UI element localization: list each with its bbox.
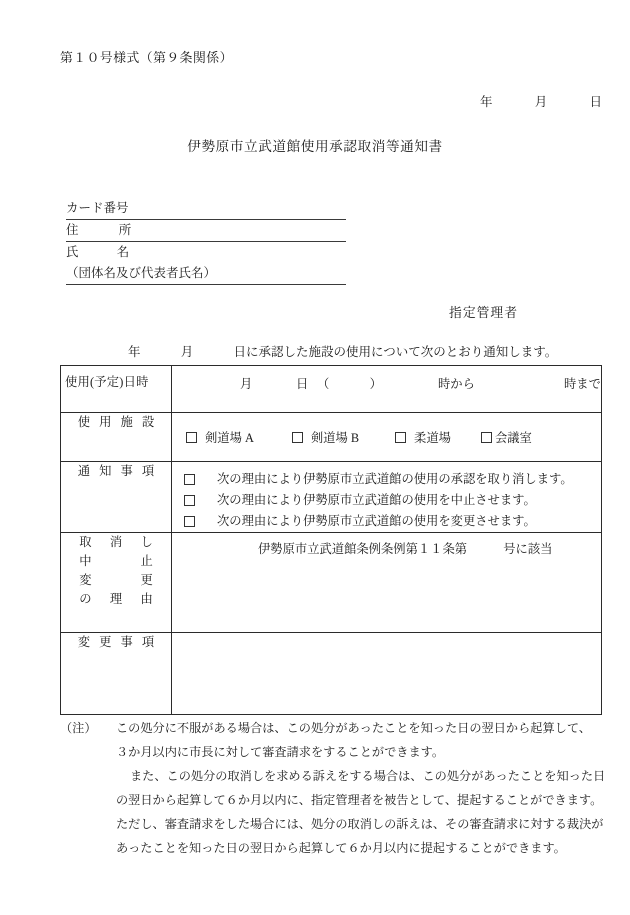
row-label-reason bbox=[61, 533, 172, 633]
reason-label-line-1: 取 消 し bbox=[79, 535, 156, 549]
checkbox-icon[interactable] bbox=[184, 474, 195, 485]
table-row-notice bbox=[61, 462, 602, 533]
issue-date-month: 月 bbox=[534, 95, 548, 109]
card-number-label: カード番号 bbox=[66, 201, 129, 215]
facility-option-kendo-b[interactable] bbox=[292, 428, 359, 446]
footnote-marker: （注） bbox=[60, 721, 97, 735]
card-number-field[interactable] bbox=[66, 198, 346, 220]
reason-label-line-4: の 理 由 bbox=[79, 592, 156, 606]
row-label-facility: 使 用 施 設 bbox=[61, 413, 172, 462]
checkbox-icon[interactable] bbox=[184, 495, 195, 506]
facility-option-kendo-a[interactable] bbox=[186, 428, 254, 446]
group-name-label: （団体名及び代表者氏名） bbox=[66, 266, 217, 280]
notice-option-label: 次の理由により伊勢原市立武道館の使用を変更させます。 bbox=[217, 514, 536, 528]
lead-month: 月 bbox=[180, 345, 194, 359]
reason-clause-text: 伊勢原市立武道館条例条例第１１条第 bbox=[258, 542, 468, 556]
lead-sentence bbox=[128, 342, 557, 360]
use-weekday-paren: （ ） bbox=[317, 377, 396, 391]
checkbox-icon[interactable] bbox=[292, 432, 303, 443]
checkbox-icon[interactable] bbox=[481, 432, 492, 443]
checkbox-icon[interactable] bbox=[184, 516, 195, 527]
facility-option-judo[interactable] bbox=[395, 428, 451, 446]
name-label-b: 名 bbox=[116, 245, 130, 259]
group-name-field[interactable] bbox=[66, 263, 346, 285]
footnote-text: この処分に不服がある場合は、この処分があったことを知った日の翌日から起算して、 bbox=[116, 721, 591, 735]
facility-option-label: 柔道場 bbox=[414, 431, 451, 445]
use-day: 日 bbox=[296, 377, 309, 391]
checkbox-icon[interactable] bbox=[395, 432, 406, 443]
footnote-line-5: ただし、審査請求をした場合には、処分の取消しの訴えは、その審査請求に対する裁決が bbox=[116, 817, 604, 831]
name-field[interactable] bbox=[66, 242, 346, 263]
use-time-from: 時から bbox=[438, 377, 475, 391]
form-code: 第１０号様式（第９条関係） bbox=[60, 51, 233, 65]
lead-text: 日に承認した施設の使用について次のとおり通知します。 bbox=[233, 345, 558, 359]
row-value-reason[interactable] bbox=[172, 533, 602, 633]
address-label-a: 住 bbox=[66, 223, 79, 237]
notice-option-label: 次の理由により伊勢原市立武道館の使用の承認を取り消します。 bbox=[217, 472, 573, 486]
designated-manager-label: 指定管理者 bbox=[449, 306, 518, 320]
checkbox-icon[interactable] bbox=[186, 432, 197, 443]
use-month: 月 bbox=[240, 377, 253, 391]
page-title: 伊勢原市立武道館使用承認取消等通知書 bbox=[187, 139, 443, 154]
facility-option-meeting-room[interactable] bbox=[481, 428, 532, 446]
name-label-a: 氏 bbox=[66, 245, 79, 259]
row-label-notice: 通 知 事 項 bbox=[61, 462, 172, 533]
row-label-change-items: 変 更 事 項 bbox=[61, 633, 172, 715]
use-time-to: 時まで bbox=[564, 377, 601, 391]
address-label-b: 所 bbox=[118, 223, 132, 237]
row-value-change-items[interactable] bbox=[172, 633, 602, 715]
notice-option-label: 次の理由により伊勢原市立武道館の使用を中止させます。 bbox=[217, 493, 536, 507]
table-row-reason bbox=[61, 533, 602, 633]
table-row-facility bbox=[61, 413, 602, 462]
facility-option-label: 剣道場 B bbox=[310, 431, 360, 445]
addressee-block bbox=[66, 198, 346, 285]
issue-date-line bbox=[480, 92, 602, 110]
row-label-datetime: 使用(予定)日時 bbox=[61, 366, 172, 413]
facility-option-label: 剣道場 A bbox=[205, 431, 254, 445]
footnote-line-4: の翌日から起算して６か月以内に、指定管理者を被告として、提起することができます。 bbox=[116, 793, 603, 807]
notification-table bbox=[60, 365, 602, 715]
row-value-facility bbox=[172, 413, 602, 462]
reason-label-line-3: 変 更 bbox=[79, 573, 156, 587]
facility-option-label: 会議室 bbox=[494, 431, 532, 445]
change-items-content bbox=[172, 633, 601, 639]
notice-option-suspend[interactable] bbox=[184, 490, 601, 511]
notice-option-cancel[interactable] bbox=[184, 469, 601, 490]
lead-year: 年 bbox=[128, 345, 141, 359]
issue-date-year: 年 bbox=[479, 95, 493, 109]
reason-label-line-2: 中 止 bbox=[79, 554, 156, 568]
row-value-datetime[interactable] bbox=[172, 366, 602, 413]
footnote-line-6: あったことを知った日の翌日から起算して６か月以内に提起することができます。 bbox=[116, 841, 566, 855]
table-row-datetime bbox=[61, 366, 602, 413]
notice-option-change[interactable] bbox=[184, 511, 601, 532]
reason-clause-suffix: 号に該当 bbox=[503, 542, 553, 556]
footnote-line-1 bbox=[60, 716, 605, 740]
footnote-line-3: また、この処分の取消しを求める訴えをする場合は、この処分があったことを知った日 bbox=[130, 769, 606, 783]
issue-date-day: 日 bbox=[589, 95, 602, 109]
row-value-notice bbox=[172, 462, 602, 533]
footnote-block bbox=[60, 716, 605, 860]
footnote-line-2: ３か月以内に市長に対して審査請求をすることができます。 bbox=[116, 745, 445, 759]
table-row-change-items bbox=[61, 633, 602, 715]
address-field[interactable] bbox=[66, 220, 346, 242]
